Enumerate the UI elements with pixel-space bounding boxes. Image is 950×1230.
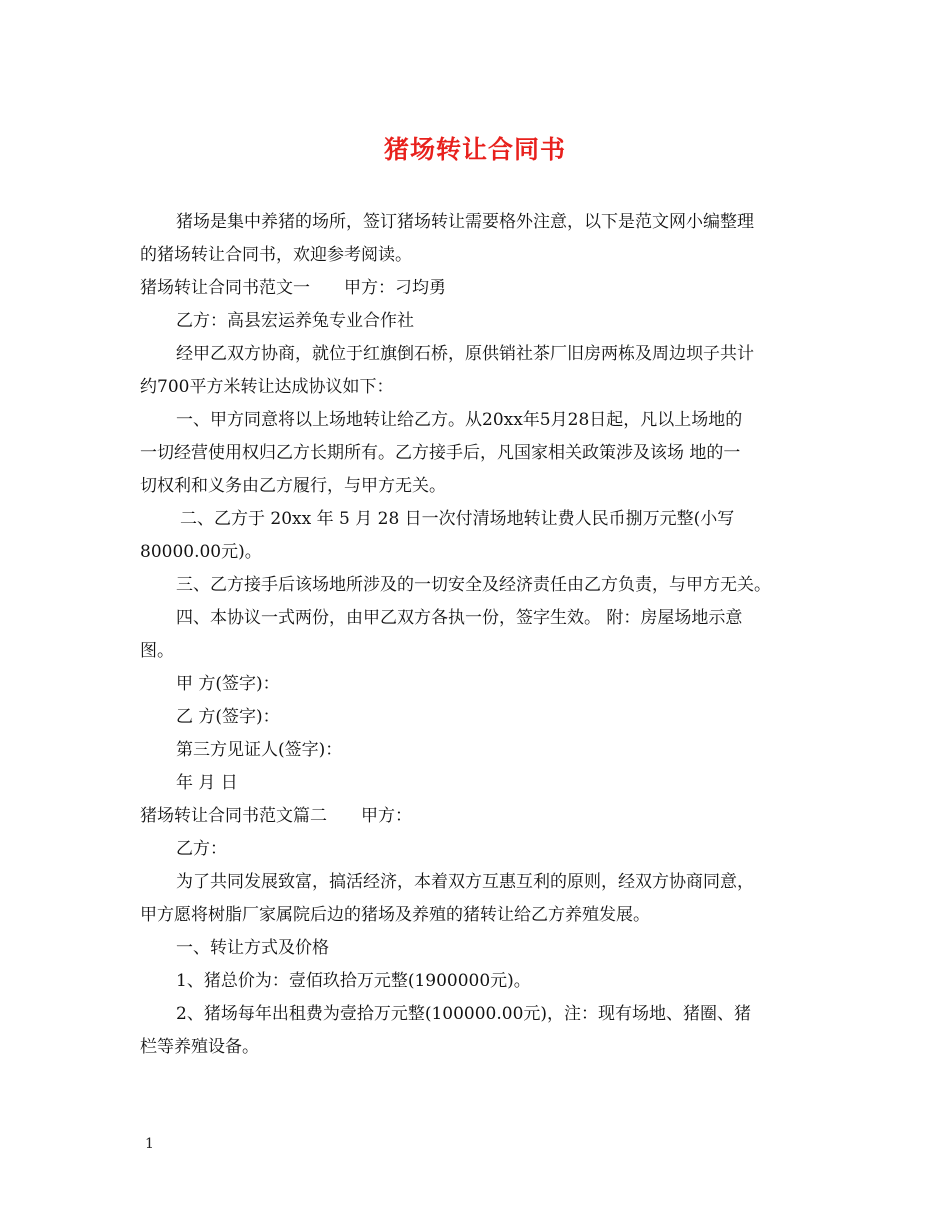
clause-one-line: 一切经营使用权归乙方长期所有。乙方接手后，凡国家相关政策涉及该场 地的一: [140, 443, 741, 463]
page-number: 1: [145, 1136, 154, 1152]
clause-two-line: 二、乙方于 20xx 年 5 月 28 日一次付清场地转让费人民币捌万元整(小写: [180, 509, 735, 529]
agreement-paragraph-line: 经甲乙双方协商，就位于红旗倒石桥，原供销社茶厂旧房两栋及周边坝子共计: [176, 344, 754, 364]
sample-one-heading: 猪场转让合同书范文一 甲方：刁均勇: [140, 278, 446, 298]
signature-witness: 第三方见证人(签字)：: [176, 740, 343, 760]
rent-item-line: 2、猪场每年出租费为壹拾万元整(100000.00元)，注：现有场地、猪圈、猪: [176, 1004, 752, 1024]
intro-paragraph-line: 的猪场转让合同书，欢迎参考阅读。: [140, 245, 412, 265]
clause-two-line: 80000.00元)。: [140, 542, 262, 562]
clause-one-line: 切权利和义务由乙方履行，与甲方无关。: [140, 476, 446, 496]
section-heading: 一、转让方式及价格: [176, 938, 329, 958]
purpose-paragraph-line: 甲方愿将树脂厂家属院后边的猪场及养殖的猪转让给乙方养殖发展。: [140, 905, 650, 925]
purpose-paragraph-line: 为了共同发展致富，搞活经济，本着双方互惠互利的原则，经双方协商同意，: [176, 872, 754, 892]
party-b-line: 乙方：: [176, 839, 227, 859]
party-b-line: 乙方：高县宏运养兔专业合作社: [176, 311, 414, 331]
signature-date: 年 月 日: [176, 773, 238, 793]
clause-one-line: 一、甲方同意将以上场地转让给乙方。从20xx年5月28日起，凡以上场地的: [176, 410, 743, 430]
agreement-paragraph-line: 约700平方米转让达成协议如下：: [140, 377, 394, 397]
document-body: [140, 206, 830, 1064]
intro-paragraph-line: 猪场是集中养猪的场所，签订猪场转让需要格外注意，以下是范文网小编整理: [176, 212, 754, 232]
clause-four-line: 图。: [140, 641, 174, 661]
sample-two-heading: 猪场转让合同书范文篇二 甲方：: [140, 806, 412, 826]
clause-three-line: 三、乙方接手后该场地所涉及的一切安全及经济责任由乙方负责，与甲方无关。: [176, 575, 771, 595]
signature-party-a: 甲 方(签字)：: [176, 674, 280, 694]
rent-item-line: 栏等养殖设备。: [140, 1037, 259, 1057]
document-title: 猪场转让合同书: [383, 135, 566, 164]
clause-four-line: 四、本协议一式两份，由甲乙双方各执一份，签字生效。 附：房屋场地示意: [176, 608, 743, 628]
signature-party-b: 乙 方(签字)：: [176, 707, 280, 727]
price-item-line: 1、猪总价为：壹佰玖拾万元整(1900000元)。: [176, 971, 531, 991]
